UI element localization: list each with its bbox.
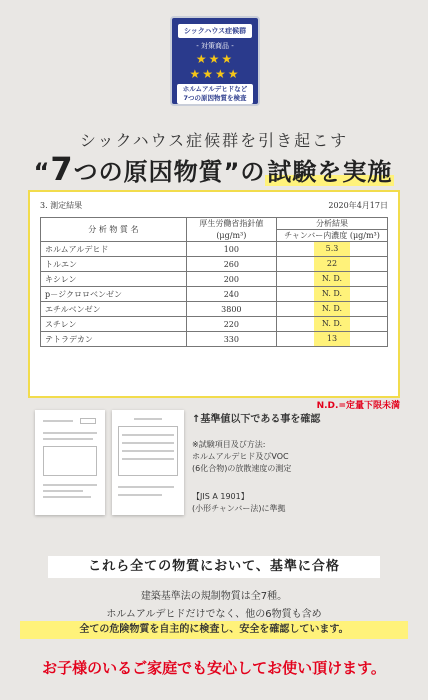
standard-line1: 【JIS A 1901】: [192, 492, 249, 501]
footer-message: お子様のいるご家庭でも安心してお使い頂けます。: [42, 659, 386, 677]
result-cell: [276, 287, 387, 302]
headline-tail-highlight: 試験を実施: [267, 158, 393, 186]
result-value: N. D.: [314, 302, 351, 316]
headline-tail-a: の: [240, 158, 266, 186]
result-cell: [276, 272, 387, 287]
substance-name: トルエン: [41, 257, 187, 272]
badge-title: シックハウス症候群: [178, 24, 252, 38]
test-result-document: [28, 190, 400, 398]
headline-line2: [0, 150, 428, 188]
method-notes: [192, 410, 412, 515]
table-row: [41, 302, 388, 317]
header-guideline: 厚生労働省指針値: [186, 218, 276, 230]
guideline-value: 260: [186, 257, 276, 272]
nd-footnote: N.D.=定量下限未満: [316, 401, 400, 411]
report-date: 2020年4月17日: [328, 201, 388, 210]
open-quote: “: [33, 158, 51, 186]
table-row: [41, 272, 388, 287]
guideline-value: 240: [186, 287, 276, 302]
method-line3: (6化合物)の放散速度の測定: [192, 464, 292, 473]
guideline-value: 100: [186, 242, 276, 257]
conclusion-title: これら全ての物質において、基準に合格: [48, 556, 380, 578]
document-thumbnail-1: [35, 410, 105, 515]
result-value: N. D.: [314, 287, 351, 301]
result-cell: [276, 317, 387, 332]
document-thumbnail-2: [112, 410, 184, 515]
substance-name: キシレン: [41, 272, 187, 287]
table-row: [41, 317, 388, 332]
guideline-value: 3800: [186, 302, 276, 317]
method-line1: ※試験項目及び方法:: [192, 440, 266, 449]
badge-caption-line2: 7つの原因物質を検査: [183, 94, 247, 102]
result-value: N. D.: [314, 317, 351, 331]
conclusion-highlight: 全ての危険物質を自主的に検査し、安全を確認しています。: [20, 621, 408, 639]
substance-name: ホルムアルデヒド: [41, 242, 187, 257]
substance-name: エチルベンゼン: [41, 302, 187, 317]
conclusion-line2: ホルムアルデヒドだけでなく、他の6物質も含め: [106, 609, 322, 620]
header-result: 分析結果: [276, 218, 387, 230]
header-guideline-unit: (μg/m³): [186, 230, 276, 242]
result-value: 5.3: [314, 242, 351, 256]
substance-name: p－ジクロロベンゼン: [41, 287, 187, 302]
result-value: 22: [314, 257, 351, 271]
result-value: N. D.: [314, 272, 351, 286]
badge-subtitle: - 対策商品 -: [196, 42, 234, 50]
substance-name: スチレン: [41, 317, 187, 332]
method-line2: ホルムアルデヒド及びVOC: [192, 452, 289, 461]
standard-block: [192, 491, 412, 515]
header-result-unit: チャンバー内濃度 (μg/m³): [276, 230, 387, 242]
headline-number: 7: [50, 150, 74, 188]
headline-line1: シックハウス症候群を引き起こす: [79, 131, 349, 150]
close-quote: ”: [223, 158, 241, 186]
badge-stars-row1: ★★★: [195, 52, 235, 66]
document-header: [40, 200, 388, 211]
section-title: 3. 測定結果: [40, 201, 83, 210]
table-row: [41, 242, 388, 257]
header-substance: 分 析 物 質 名: [41, 218, 187, 242]
headline-mid: つの原因物質: [73, 158, 224, 186]
table-row: [41, 257, 388, 272]
table-row: [41, 332, 388, 347]
result-cell: [276, 257, 387, 272]
table-row: [41, 287, 388, 302]
badge-caption: [177, 84, 253, 104]
result-value: 13: [314, 332, 351, 346]
result-cell: [276, 242, 387, 257]
result-cell: [276, 302, 387, 317]
conclusion-line1: 建築基準法の規制物質は全7種。: [140, 591, 288, 602]
results-table: [40, 217, 388, 347]
method-block: [192, 439, 412, 475]
badge-caption-line1: ホルムアルデヒドなど: [182, 85, 248, 93]
substance-name: テトラデカン: [41, 332, 187, 347]
guideline-value: 200: [186, 272, 276, 287]
standard-line2: (小形チャンバー法)に準拠: [192, 504, 286, 513]
guideline-value: 220: [186, 317, 276, 332]
badge-stars-row2: ★★★★: [189, 67, 241, 81]
confirmation-note: ↑基準値以下である事を確認: [192, 414, 321, 425]
certification-badge: [170, 16, 260, 106]
result-cell: [276, 332, 387, 347]
guideline-value: 330: [186, 332, 276, 347]
